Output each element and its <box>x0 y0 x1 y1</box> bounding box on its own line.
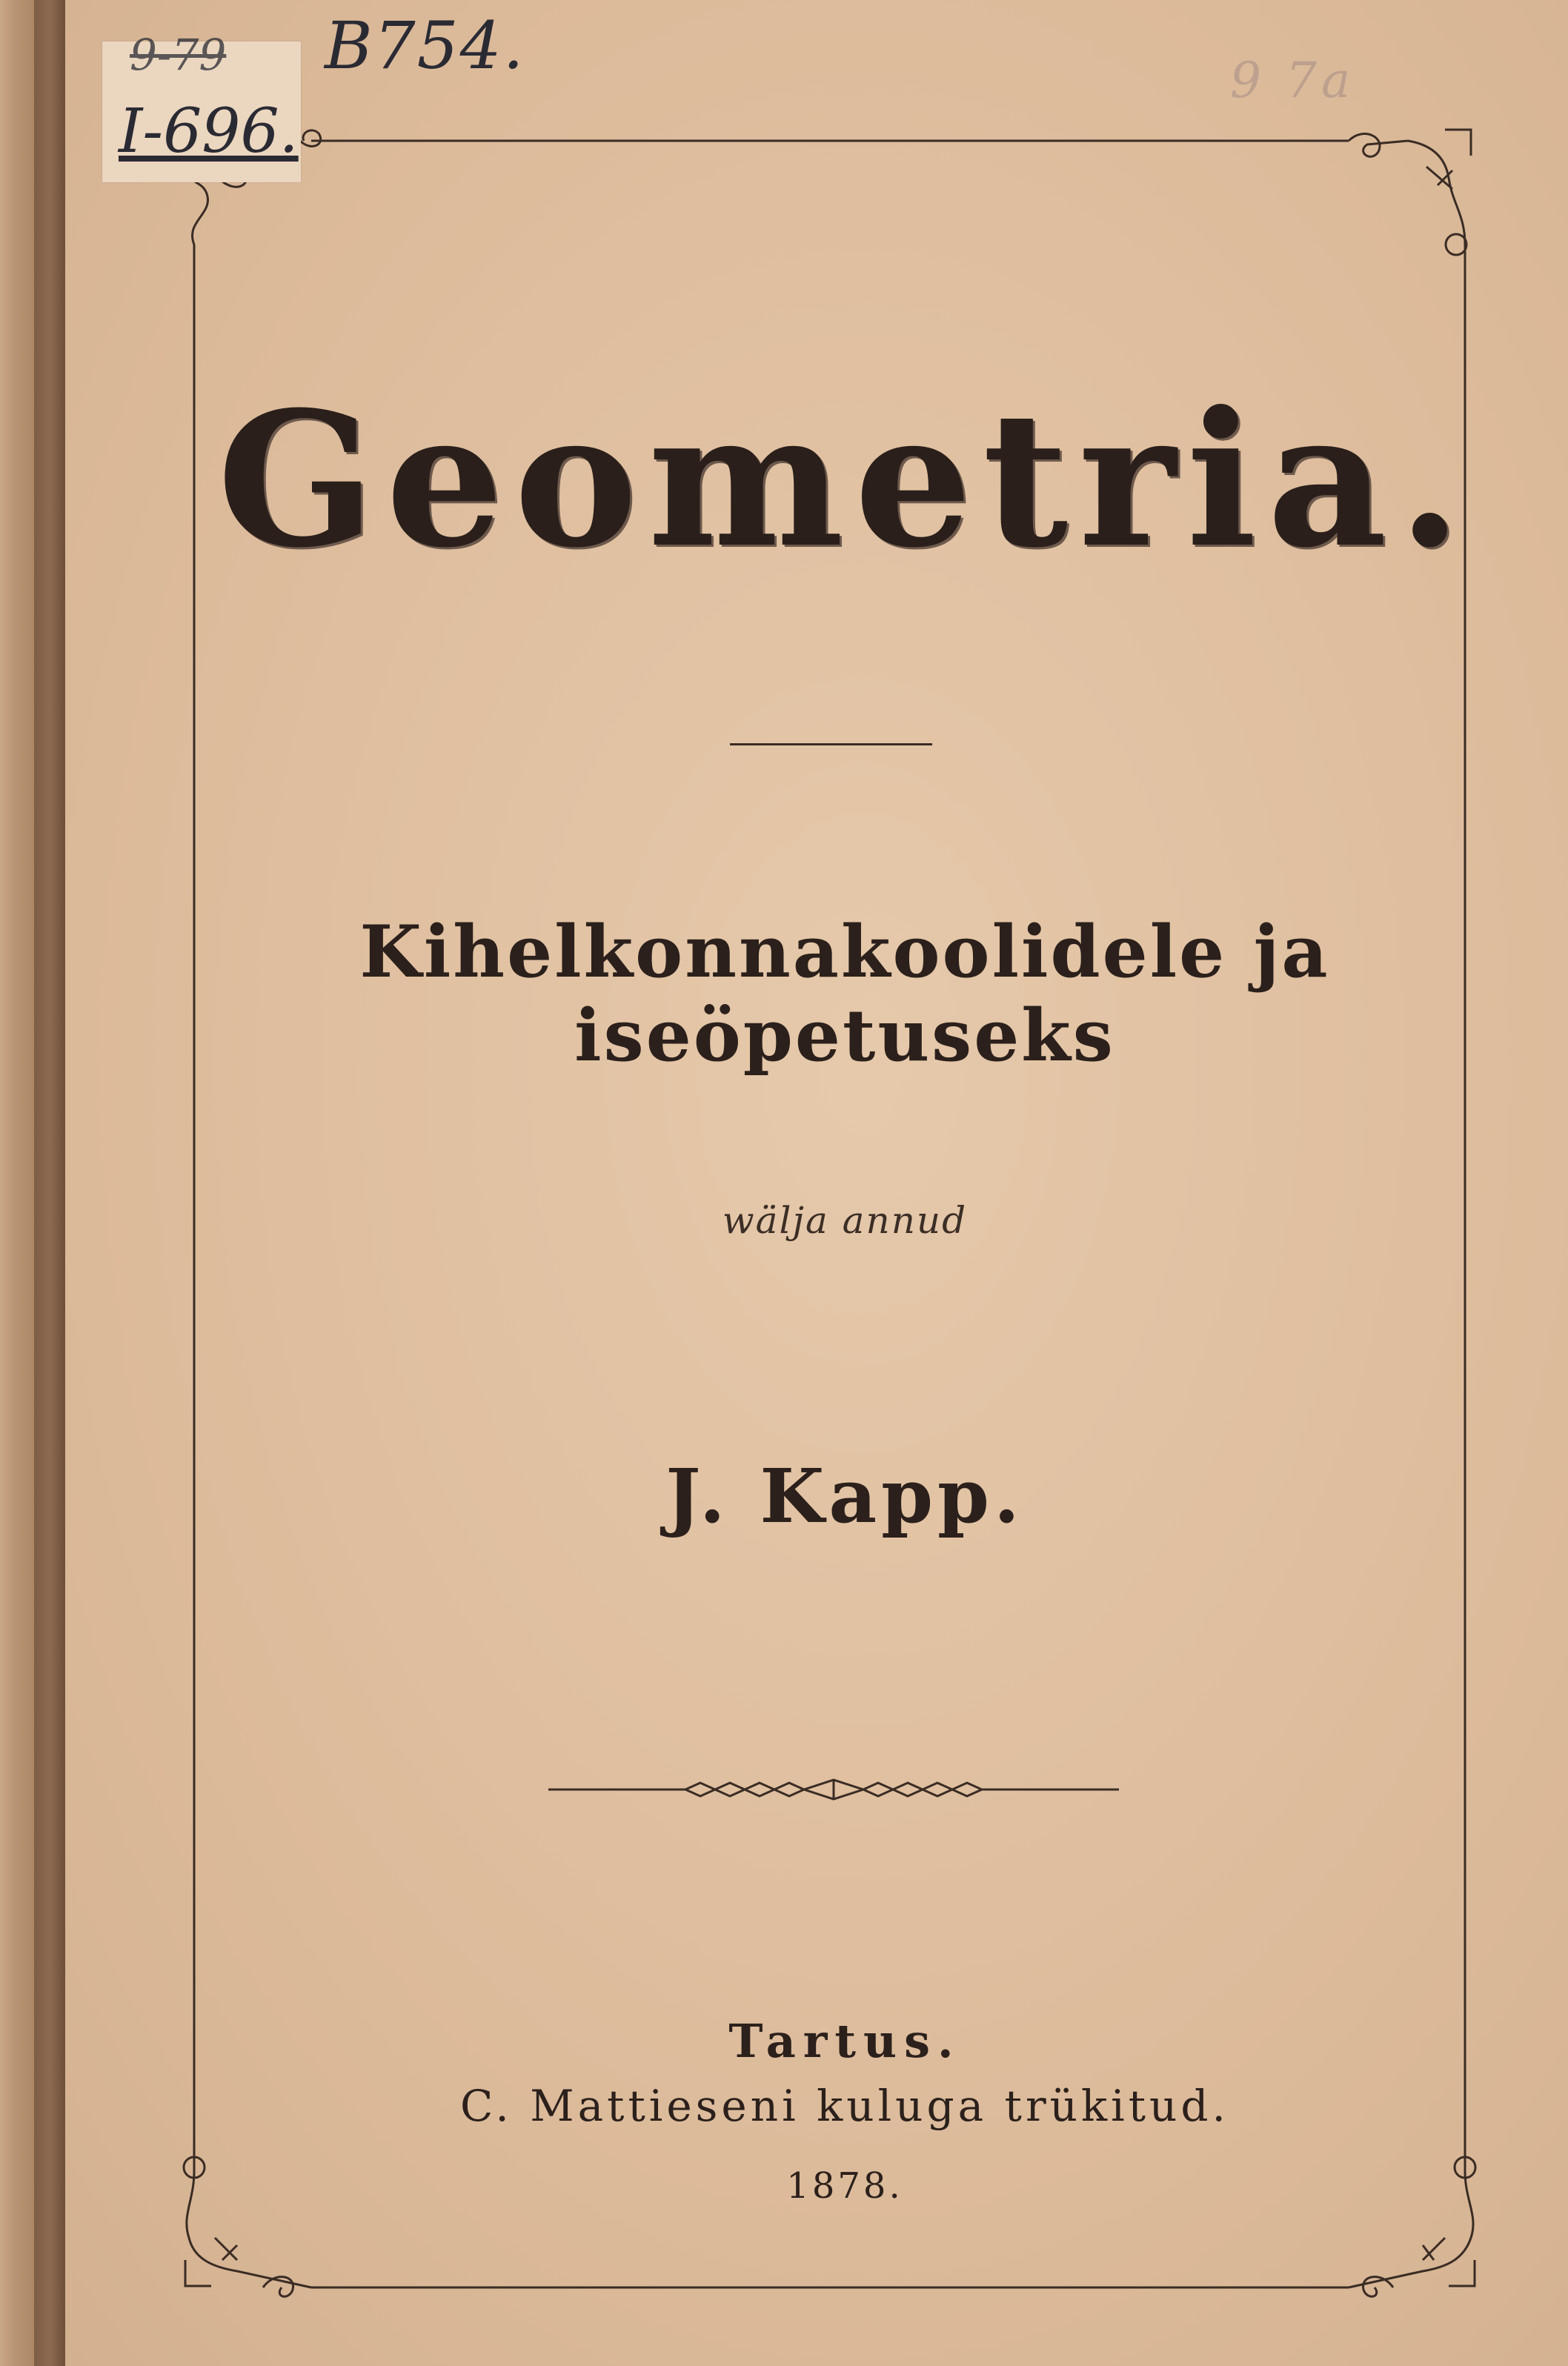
imprint-year: 1878. <box>786 2165 903 2207</box>
shelf-mark: B754. <box>325 7 525 84</box>
corner-ornament-top-right <box>1349 130 1471 255</box>
ornamental-rule <box>548 1777 1119 1802</box>
editor-note: wälja annud <box>722 1199 968 1242</box>
catalog-number: I-696. <box>119 96 299 167</box>
faint-pencil-mark: 9 7a <box>1230 52 1355 109</box>
title-divider <box>730 743 932 745</box>
imprint-place: Tartus. <box>728 2014 961 2068</box>
author-name: J. Kapp. <box>665 1452 1024 1540</box>
book-subtitle: Kihelkonnakoolidele ja iseöpetuseks <box>359 910 1330 1077</box>
imprint-printer: C. Mattieseni kuluga trükitud. <box>460 2081 1229 2131</box>
old-catalog-number: 9-79 <box>130 30 227 80</box>
book-title: Geometria. <box>216 370 1473 588</box>
